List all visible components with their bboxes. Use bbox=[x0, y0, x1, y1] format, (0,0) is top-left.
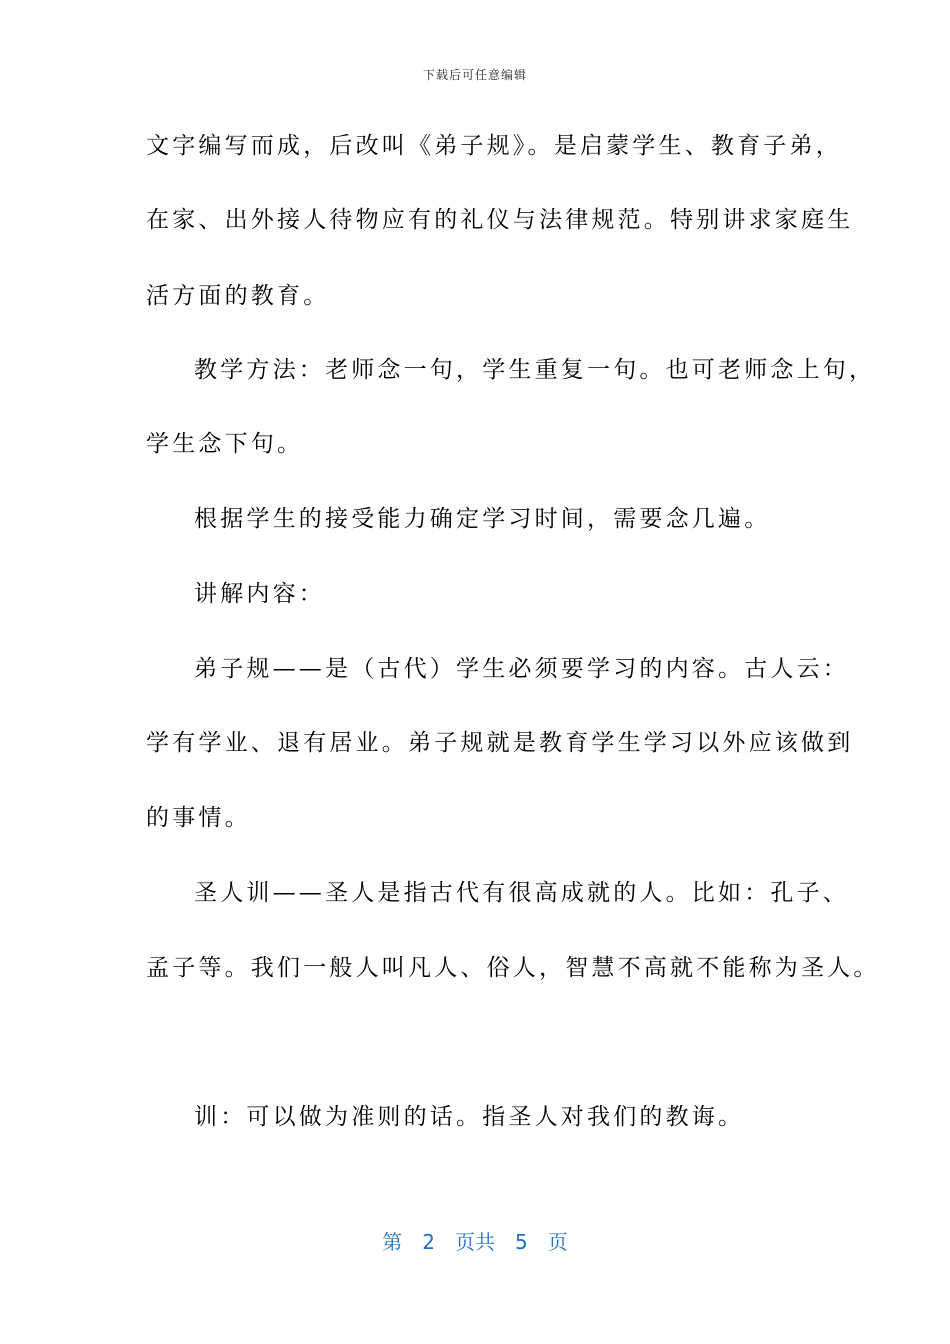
body-line-4: 教学方法：老师念一句，学生重复一句。也可老师念上句， bbox=[194, 357, 876, 383]
body-line-8: 弟子规——是（古代）学生必须要学习的内容。古人云： bbox=[194, 656, 849, 682]
body-line-1: 文字编写而成，后改叫《弟子规》。是启蒙学生、教育子弟， bbox=[146, 133, 842, 159]
body-line-5: 学生念下句。 bbox=[146, 431, 304, 457]
header-note: 下载后可任意编辑 bbox=[422, 68, 527, 82]
footer-suffix: 页 bbox=[547, 1230, 568, 1254]
body-line-6: 根据学生的接受能力确定学习时间，需要念几遍。 bbox=[194, 506, 771, 532]
body-line-12: 孟子等。我们一般人叫凡人、俗人，智慧不高就不能称为圣人。 bbox=[146, 955, 880, 981]
body-line-11: 圣人训——圣人是指古代有很高成就的人。比如：孔子、 bbox=[194, 880, 849, 906]
footer-current-page: 2 bbox=[422, 1230, 435, 1254]
footer-prefix: 第 bbox=[382, 1230, 403, 1254]
body-line-7: 讲解内容： bbox=[194, 581, 325, 607]
body-line-2: 在家、出外接人待物应有的礼仪与法律规范。特别讲求家庭生 bbox=[146, 207, 854, 233]
body-line-9: 学有学业、退有居业。弟子规就是教育学生学习以外应该做到 bbox=[146, 730, 854, 756]
body-line-13: 训：可以做为准则的话。指圣人对我们的教诲。 bbox=[194, 1104, 745, 1130]
page-footer bbox=[0, 1226, 950, 1255]
footer-total-pages: 5 bbox=[515, 1230, 528, 1254]
body-line-3: 活方面的教育。 bbox=[146, 283, 330, 309]
footer-middle: 页共 bbox=[455, 1230, 495, 1254]
body-line-10: 的事情。 bbox=[146, 805, 251, 831]
